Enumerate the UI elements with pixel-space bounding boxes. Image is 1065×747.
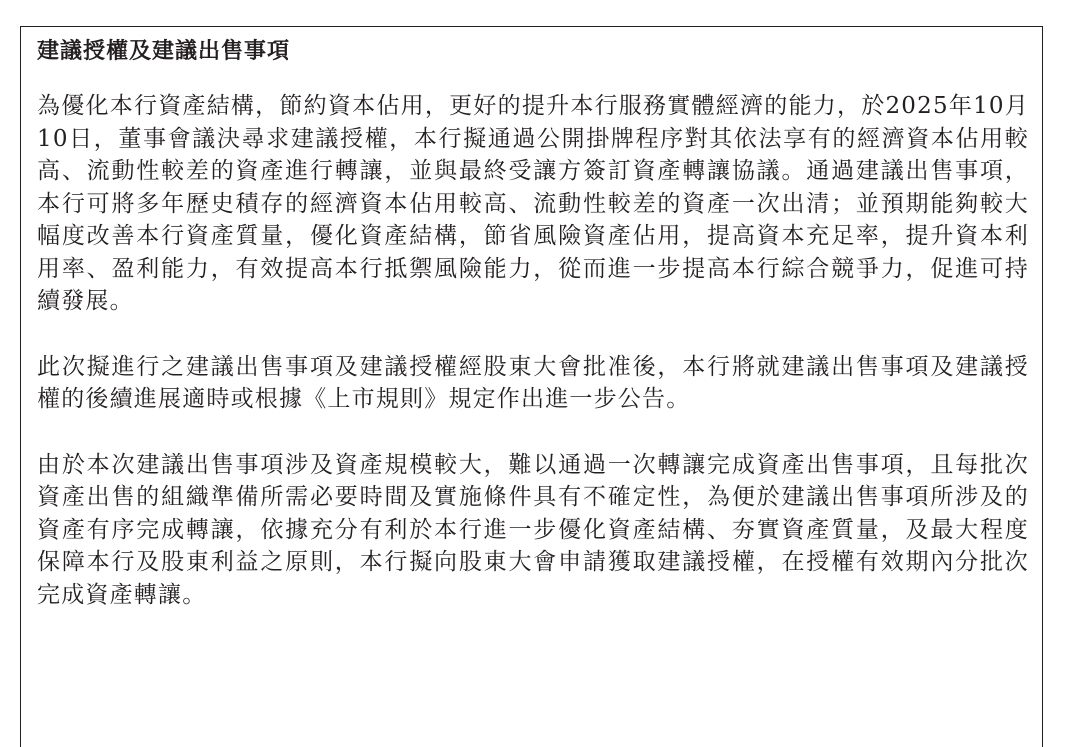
paragraph-authorization: 由於本次建議出售事項涉及資產規模較大，難以通過一次轉讓完成資產出售事項，且每批次資產出售的組織準備所需必要時間及實施條件具有不確定性，為便於建議出售事項所涉及的資產有序完成轉讓，依據充分有利於本行進一步優化資產結構、夯實資產質量，及最大程度保障本行及股東利益之原則，本行擬向股東大會申請獲取建議授權，在授權有效期內分批次完成資產轉讓。 — [37, 451, 1029, 608]
section-heading: 建議授權及建議出售事項 — [37, 39, 291, 64]
paragraph-announcement: 此次擬進行之建議出售事項及建議授權經股東大會批准後，本行將就建議出售事項及建議授權的後續進展適時或根據《上市規則》規定作出進一步公告。 — [37, 353, 1029, 412]
document-frame — [20, 26, 1043, 747]
paragraph-rationale: 為優化本行資產結構，節約資本佔用，更好的提升本行服務實體經濟的能力，於2025年10月10日，董事會議決尋求建議授權，本行擬通過公開掛牌程序對其依法享有的經濟資本佔用較高、流動性較差的資產進行轉讓，並與最終受讓方簽訂資產轉讓協議。通過建議出售事項，本行可將多年歷史積存的經濟資本佔用較高、流動性較差的資產一次出清；並預期能夠較大幅度改善本行資產質量，優化資產結構，節省風險資產佔用，提高資本充足率，提升資本利用率、盈利能力，有效提高本行抵禦風險能力，從而進一步提高本行綜合競爭力，促進可持續發展。 — [37, 93, 1029, 314]
document-content — [37, 37, 1029, 611]
